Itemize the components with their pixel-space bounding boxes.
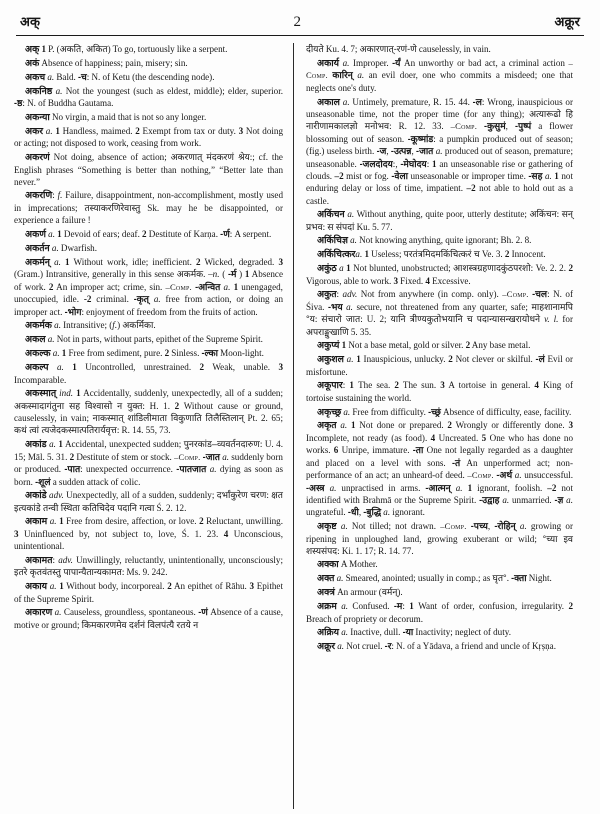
dictionary-entry: अकरणं Not doing, absence of action; अकरणात् मंदकरणं श्रेय:; cf. the English phrases “Something is better than nothing,” “Better late than never.” <box>14 151 283 187</box>
dictionary-entry: अकांड a. 1 Accidental, unexpected sudden; पुनरकांड–व्यवर्तनदारुण: U. 4. 15; Māl. 5. 31. 2 Destitute of stem or stock. –Comp. -जात a. suddenly born or produced. -पात: unexpected occurrence. -पातजात a. dying as soon as born. -शूलं a sudden attack of colic. <box>14 438 283 487</box>
dictionary-entry: अकल्प a. 1 Uncontrolled, unrestrained. 2 Weak, unable. 3 Incomparable. <box>14 361 283 385</box>
dictionary-entry: अक्रिय a. Inactive, dull. -या Inactivity; neglect of duty. <box>317 627 511 638</box>
dictionary-entry: अक्त a. Smeared, anointed; usually in comp.; as घृत°. -क्ता Night. <box>317 573 552 584</box>
dictionary-entry: अकर्मक a. Intransitive; (f.) अकर्मिका. <box>25 320 156 331</box>
dictionary-entry: अकर a. 1 Handless, maimed. 2 Exempt from tax or duty. 3 Not doing or acting; not disposed to work, ceasing from work. <box>14 125 283 149</box>
dictionary-entry: अकन्या No virgin, a maid that is not so any longer. <box>25 111 207 122</box>
dictionary-entry: अक्रम a. Confused. -म: 1 Want of order, confusion, irregularity. 2 Breach of propriety or decorum. <box>306 601 573 624</box>
running-head-right-guideword: अक्रूर <box>554 14 580 29</box>
dictionary-entry: अकारण a. Causeless, groundless, spontaneous. -णं Absence of a cause, motive or ground; किमकारणमेव दर्शनं विलपंत्यै रतये न <box>14 607 283 630</box>
dictionary-entry: अक् 1 P. (अकति, अकित) To go, tortuously like a serpent. <box>25 44 228 54</box>
dictionary-entry: अकिंचित्करa. 1 Useless; परतंत्रमिदमकिंचित्करं च Ve. 3. 2 Innocent. <box>317 249 546 260</box>
dictionary-entry: अकुत: adv. Not from anywhere (in comp. only). –Comp. -चल: N. of Śiva. -भय a. secure, not threatened from any quarter, safe; माहशानामपि °य: संचारो जात: U. 2; यानि त्रीण्यकुतोभयानि च पदान्यासन्खरायोधने v. l. for अपराङ्मुखाणि 5. 35. <box>306 289 573 337</box>
dictionary-entry: अकाम a. 1 Free from desire, affection, or love. 2 Reluctant, unwilling. 3 Uninfluenced by, not subject to, love, Ś. 1. 23. 4 Unconscious, unintentional. <box>14 516 283 552</box>
dictionary-entry: अकाय a. 1 Without body, incorporeal. 2 An epithet of Rāhu. 3 Epithet of the Supreme Spirit. <box>14 581 283 604</box>
dictionary-entry: अकृष्ट a. Not tilled; not drawn. –Comp. -पच्य, -रोहिन् a. growing or ripening in unploughed land, growing exuberant or wild; °च्या इव शस्यसंपद: Ki. 1. 17; R. 14. 77. <box>306 520 573 556</box>
dictionary-entry: अकस्मात् ind. 1 Accidentally, suddenly, unexpectedly, all of a sudden; अकस्मादागंतुना सह विश्वासो न युक्त: H. 1. 2 Without cause or ground, causelessly, in vain; नाकस्मात् शांडिलीमाता विकुणाति तिलैस्तिलान् Pt. 2. 65; कथं त्वां त्यजेदकस्मात्पतिरार्यवृत्त: R. 14. 55, 73. <box>14 388 284 436</box>
running-head-left-guideword: अक् <box>20 14 41 29</box>
dictionary-entry: अकर्ण a. 1 Devoid of ears; deaf. 2 Destitute of Karṇa. -र्ण: A serpent. <box>25 229 272 239</box>
dictionary-entry: अकिंचिज्ञ a. Not knowing anything, quite ignorant; Bh. 2. 8. <box>317 235 532 246</box>
dictionary-entry: अकल्क a. 1 Free from sediment, pure. 2 Sinless. -ल्का Moon-light. <box>25 348 264 359</box>
dictionary-entry: अकामत: adv. Unwillingly, reluctantly, unintentionally, unconsciously; इतरे कृतवंतस्तु पापान्यैतान्यकामत: Ms. 9. 242. <box>14 554 283 578</box>
left-column <box>14 43 292 809</box>
dictionary-entry: अकच a. Bald. -च: N. of Ketu (the descending node). <box>25 71 215 82</box>
entry-continuation: दीयते Ku. 4. 7; अकारणात्-रणं-णे causelessly, in vain. <box>306 44 491 54</box>
running-head <box>14 12 586 35</box>
dictionary-entry: अकुंठ a 1 Not blunted, unobstructed; आशस्त्रग्रहणादकुंठपरशो: Ve. 2. 2. 2 Vigorous, able to work. 3 Fixed. 4 Excessive. <box>306 263 573 286</box>
dictionary-entry: अकूपार: 1 The sea. 2 The sun. 3 A tortoise in general. 4 King of tortoise sustaining the world. <box>306 380 574 403</box>
dictionary-entry: अकनिष्ठ a. Not the youngest (such as eldest, middle); elder, superior. -ष्ठ: N. of Buddha Gautama. <box>14 85 283 109</box>
dictionary-entry: अकांडे adv. Unexpectedly, all of a sudden, suddenly; दर्भांकुरेण चरण: क्षत इत्यकांडे तन्वी स्थिता कतिचिदेव पदानि गत्वा Ś. 2. 12. <box>14 490 283 513</box>
column-divider <box>293 43 294 809</box>
dictionary-entry: अकर्मन् a. 1 Without work, idle; inefficient. 2 Wicked, degraded. 3 (Gram.) Intransitive, generally in this sense अकर्मक. –n. ( -र्म ) 1 Absence of work. 2 An improper act; crime, sin. –Comp. -अन्वित a. 1 unengaged, unoccupied, idle. -2 criminal. -कृत् a. free from action, or doing an improper act. -भोग: enjoyment of freedom from the fruits of action. <box>14 256 284 317</box>
header-rule <box>16 35 584 36</box>
dictionary-entry: अक्रूर a. Not cruel. -र: N. of a Yādava, a friend and uncle of Kṛṣṇa. <box>317 641 556 652</box>
dictionary-entry: अकाल a. Untimely, premature, R. 15. 44. -ल: Wrong, inauspicious or unseasonable time, not the proper time (for any thing); अत्यारूढो हि नारीणामकालज्ञो मनोभव: R. 12. 33. –Comp. -कुसुमं, -पुष्पं a flower blossoming out of season. -कूष्मांड: a pumpkin produced out of season; (fig.) useless birth. -ज, -उत्पन्न, -जात a. produced out of season, premature; unseasonable. -जलदोदय:, -मेघोदय: 1 an unseasonable rise or gathering of clouds. –2 mist or fog. -वेला unseasonable or improper time. -सह a. 1 not enduring delay or loss of time, impatient. –2 not able to hold out as a castle. <box>306 96 574 206</box>
dictionary-entry: अक्त्रं An armour (वर्मन्). <box>317 587 403 598</box>
dictionary-entry: अकिंचन a. Without anything, quite poor, utterly destitute; अकिंचन: सन् प्रभव: स संपदां Ku. 5. 77. <box>306 209 573 232</box>
dictionary-entry: अकुप्यं 1 Not a base metal, gold or silver. 2 Any base metal. <box>317 340 531 351</box>
dictionary-entry: अकृत a. 1 Not done or prepared. 2 Wrongly or differently done. 3 Incomplete, not ready (as food). 4 Uncreated. 5 One who has done no works. 6 Unripe, immature. -ता One not legally regarded as a daughter and placed on a level with sons. -तं An unperformed act; non-performance of an act; an unheard-of deed. –Comp. -अर्थ a. unsuccessful. -अस्त्र a. unpractised in arms. -आत्मन् a. 1 ignorant, foolish. –2 not identified with Brahmā or the Supreme Spirit. -उद्वाह a. unmarried. -ज्ञ a. ungrateful. -धी, -बुद्धि a. ignorant. <box>306 420 574 518</box>
dictionary-entry: अकल a. Not in parts, without parts, epithet of the Supreme Spirit. <box>25 334 263 345</box>
dictionary-entry: अकार्य a. Improper. -र्यं An unworthy or bad act, a criminal action –Comp. कारिन् a. an evil doer, one who commits a misdeed; one that neglects one's duty. <box>306 57 573 93</box>
dictionary-entry: अकरणि: f. Failure, disappointment, non-accomplishment, mostly used in imprecations; तस्याकरणिरेवास्तु Sk. may he be disappointed, or experience a failure ! <box>14 190 284 226</box>
page-number: 2 <box>293 14 302 30</box>
right-column <box>295 43 573 809</box>
dictionary-entry: अकर्तन a. Dwarfish. <box>25 242 98 253</box>
dictionary-entry: अकुशल a. 1 Inauspicious, unlucky. 2 Not clever or skilful. -लं Evil or misfortune. <box>306 354 573 377</box>
dictionary-entry: अकं Absence of happiness; pain, misery; sin. <box>25 57 188 68</box>
dictionary-entry: अकृच्छ्र a. Free from difficulty. -च्छ्रं Absence of difficulty, ease, facility. <box>317 406 572 417</box>
page-columns <box>14 43 586 809</box>
dictionary-entry: अक्का A Mother. <box>317 559 378 570</box>
